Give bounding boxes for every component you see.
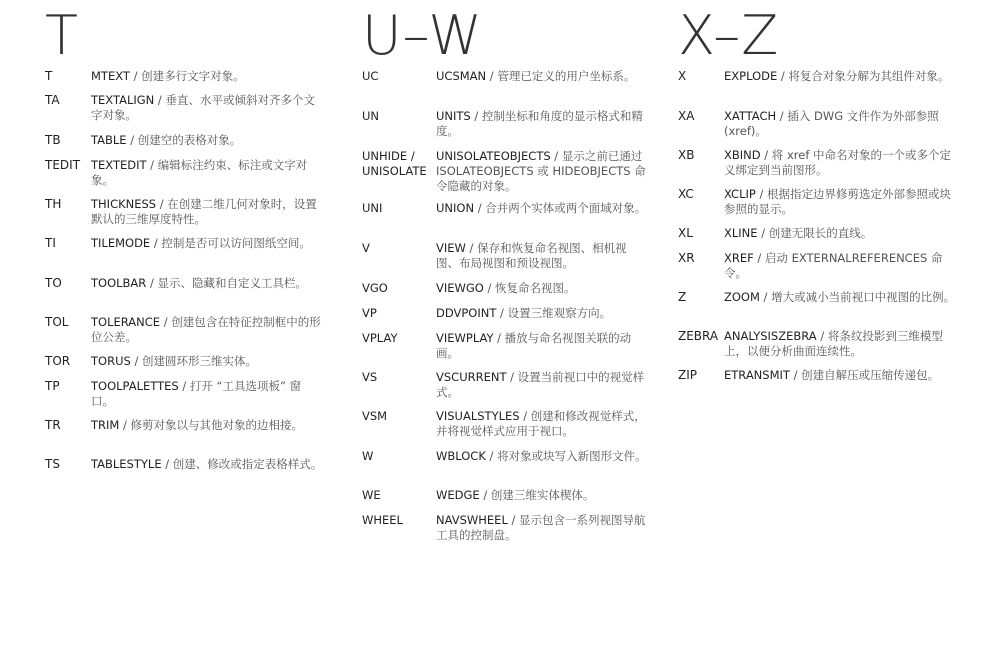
command-alias: XC — [678, 187, 694, 201]
command-description: / 打开 “工具选项板” 窗口。 — [91, 379, 302, 408]
command-description: / 创建包含在特征控制框中的形位公差。 — [91, 315, 321, 344]
command-description: / 设置三维观察方向。 — [496, 306, 612, 320]
section-heading: X–Z — [678, 4, 780, 67]
command-name: XREF — [724, 251, 754, 265]
list-item — [45, 418, 323, 457]
command-alias: VGO — [362, 281, 388, 295]
command-alias: TOR — [45, 354, 71, 368]
list-item — [362, 149, 648, 201]
list-item — [45, 197, 323, 236]
command-alias: XL — [678, 226, 693, 240]
command-description: / 编辑标注约束、标注或文字对象。 — [91, 158, 308, 187]
command-description: / 将对象或块写入新图形文件。 — [485, 449, 647, 463]
command-description: / 管理已定义的用户坐标系。 — [486, 69, 636, 83]
command-description: / 在创建二维几何对象时，设置默认的三维厚度特性。 — [91, 197, 317, 226]
command-description: / 设置当前视口中的视觉样式。 — [436, 370, 645, 399]
command-description: / 垂直、水平或倾斜对齐多个文字对象。 — [91, 93, 315, 122]
command-name: XLINE — [724, 226, 758, 240]
list-item — [45, 69, 323, 93]
command-alias: VSM — [362, 409, 388, 423]
command-description: / 创建无限长的直线。 — [757, 226, 873, 240]
list-item — [45, 158, 323, 197]
command-alias: ZIP — [678, 368, 697, 382]
command-description: / 显示之前已通过 ISOLATEOBJECTS 或 HIDEOBJECTS 命令隐藏的对象。 — [436, 149, 646, 193]
command-alias: T — [45, 69, 53, 83]
list-item — [45, 379, 323, 418]
list-item — [362, 201, 648, 241]
command-description: / 显示包含一系列视图导航工具的控制盘。 — [436, 513, 646, 542]
list-item — [45, 133, 323, 158]
list-item — [362, 331, 648, 370]
command-name: TORUS — [91, 354, 131, 368]
list-item — [362, 281, 648, 306]
command-name: XBIND — [724, 148, 761, 162]
command-alias: WE — [362, 488, 381, 502]
command-alias: TH — [45, 197, 62, 211]
command-description: / 保存和恢复命名视图、相机视图、布局视图和预设视图。 — [436, 241, 627, 270]
list-item — [362, 449, 648, 488]
list-item — [678, 187, 958, 226]
command-description: / 播放与命名视图关联的动画。 — [436, 331, 632, 360]
command-alias: XA — [678, 109, 695, 123]
list-item — [45, 276, 323, 315]
command-description: / 合并两个实体或两个面域对象。 — [474, 201, 647, 215]
command-alias: TEDIT — [45, 158, 81, 172]
command-alias: TB — [45, 133, 61, 147]
command-name: TEXTEDIT — [91, 158, 147, 172]
command-alias: TR — [45, 418, 61, 432]
list-item — [678, 69, 958, 109]
command-name: NAVSWHEEL — [436, 513, 508, 527]
list-item — [45, 93, 323, 133]
command-list — [362, 69, 648, 552]
list-item — [45, 354, 323, 379]
list-item — [362, 306, 648, 331]
command-description: / 增大或减小当前视口中视图的比例。 — [759, 290, 956, 304]
command-name: UNION — [436, 201, 475, 215]
list-item — [45, 315, 323, 354]
command-alias: X — [678, 69, 687, 83]
command-name: VIEWGO — [436, 281, 484, 295]
list-item — [678, 329, 958, 368]
command-name: VSCURRENT — [436, 370, 507, 384]
command-name: XCLIP — [724, 187, 756, 201]
command-name: TILEMODE — [91, 236, 151, 250]
command-alias: UN — [362, 109, 380, 123]
command-description: / 创建空的表格对象。 — [126, 133, 242, 147]
command-description: / 创建和修改视觉样式，并将视觉样式应用于视口。 — [436, 409, 646, 438]
list-item — [362, 409, 648, 449]
command-name: ANALYSISZEBRA — [724, 329, 817, 343]
command-alias: TOL — [45, 315, 69, 329]
command-alias: W — [362, 449, 374, 463]
command-description: / 控制是否可以访问图纸空间。 — [150, 236, 311, 250]
command-name: ETRANSMIT — [724, 368, 790, 382]
command-description: / 恢复命名视图。 — [483, 281, 576, 295]
command-name: TABLE — [91, 133, 127, 147]
command-name: TOLERANCE — [91, 315, 161, 329]
command-description: / 显示、隐藏和自定义工具栏。 — [146, 276, 307, 290]
command-name: WBLOCK — [436, 449, 486, 463]
command-alias: WHEEL — [362, 513, 403, 527]
command-description: / 创建多行文字对象。 — [129, 69, 245, 83]
command-name: TOOLPALETTES — [91, 379, 179, 393]
command-description: / 创建、修改或指定表格样式。 — [161, 457, 323, 471]
command-name: VISUALSTYLES — [436, 409, 520, 423]
list-item — [362, 513, 648, 552]
command-name: ZOOM — [724, 290, 760, 304]
command-name: TABLESTYLE — [91, 457, 162, 471]
list-item — [362, 488, 648, 513]
list-item — [678, 368, 958, 407]
command-alias: VPLAY — [362, 331, 398, 345]
command-name: EXPLODE — [724, 69, 778, 83]
list-item — [362, 241, 648, 281]
command-name: UNITS — [436, 109, 471, 123]
list-item — [45, 236, 323, 276]
command-name: UNISOLATEOBJECTS — [436, 149, 551, 163]
command-alias: XB — [678, 148, 695, 162]
list-item — [678, 251, 958, 290]
command-alias: TP — [45, 379, 60, 393]
command-description: / 将复合对象分解为其组件对象。 — [777, 69, 950, 83]
command-name: WEDGE — [436, 488, 480, 502]
command-name: XATTACH — [724, 109, 777, 123]
command-alias: TA — [45, 93, 60, 107]
command-name: MTEXT — [91, 69, 130, 83]
command-description: / 创建自解压或压缩传递包。 — [789, 368, 940, 382]
command-description: / 启动 EXTERNALREFERENCES 命令。 — [724, 251, 943, 280]
list-item — [45, 457, 323, 496]
command-name: THICKNESS — [91, 197, 157, 211]
command-description: / 创建三维实体楔体。 — [479, 488, 595, 502]
command-description: / 将 xref 中命名对象的一个或多个定义绑定到当前图形。 — [724, 148, 952, 177]
command-description: / 将条纹投影到三维模型上，以便分析曲面连续性。 — [724, 329, 943, 358]
list-item — [678, 109, 958, 148]
section-heading: T — [45, 4, 79, 67]
command-description: / 控制坐标和角度的显示格式和精度。 — [436, 109, 643, 138]
command-name: VIEWPLAY — [436, 331, 494, 345]
command-alias: TS — [45, 457, 60, 471]
command-description: / 修剪对象以与其他对象的边相接。 — [119, 418, 304, 432]
command-alias: V — [362, 241, 370, 255]
command-name: DDVPOINT — [436, 306, 497, 320]
command-name: TRIM — [91, 418, 120, 432]
list-item — [362, 69, 648, 109]
command-list — [45, 69, 323, 496]
list-item — [678, 226, 958, 251]
list-item — [362, 370, 648, 409]
command-alias: UNHIDE / UNISOLATE — [362, 149, 427, 178]
command-alias: UNI — [362, 201, 383, 215]
list-item — [362, 109, 648, 149]
command-description: / 根据指定边界修剪选定外部参照或块参照的显示。 — [724, 187, 951, 216]
command-alias: XR — [678, 251, 695, 265]
command-name: TOOLBAR — [91, 276, 147, 290]
section-heading: U–W — [362, 4, 483, 67]
command-alias: Z — [678, 290, 687, 304]
command-alias: UC — [362, 69, 379, 83]
command-name: TEXTALIGN — [91, 93, 155, 107]
command-alias: TO — [45, 276, 62, 290]
command-alias: ZEBRA — [678, 329, 719, 343]
command-list — [678, 69, 958, 407]
command-description: / 创建圆环形三维实体。 — [130, 354, 257, 368]
command-description: / 插入 DWG 文件作为外部参照 (xref)。 — [724, 109, 939, 138]
command-name: VIEW — [436, 241, 466, 255]
list-item — [678, 290, 958, 329]
command-alias: VS — [362, 370, 378, 384]
command-name: UCSMAN — [436, 69, 487, 83]
list-item — [678, 148, 958, 187]
command-alias: VP — [362, 306, 377, 320]
command-alias: TI — [45, 236, 56, 250]
